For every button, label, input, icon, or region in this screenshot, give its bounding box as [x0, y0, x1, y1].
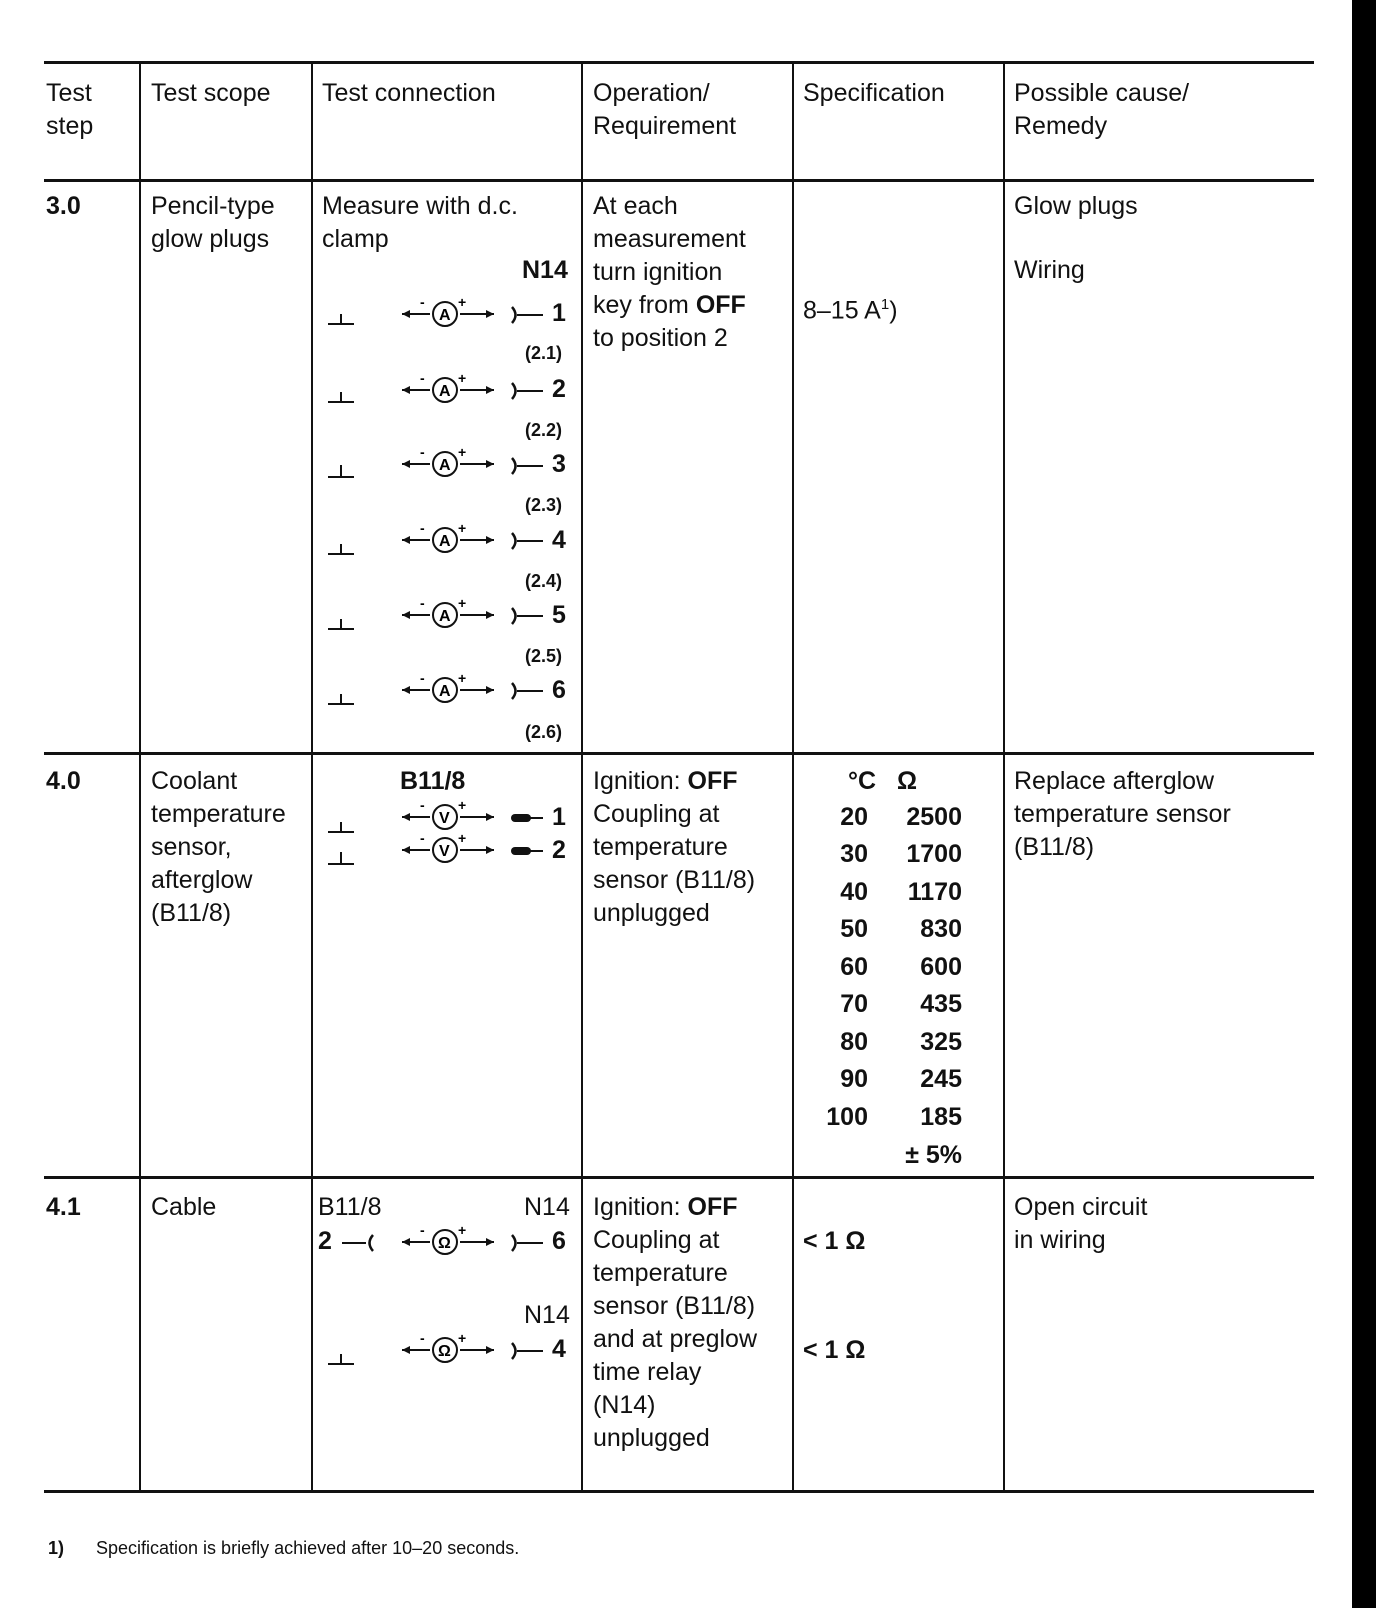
svg-text:+: +	[458, 1330, 467, 1346]
spec-temp: 60	[840, 953, 868, 981]
spec-header-ohm: Ω	[897, 767, 918, 795]
row-4-1-spec-2: < 1 Ω	[803, 1336, 866, 1364]
ground-symbol	[326, 388, 356, 404]
row-4-1-remedy: Open circuit in wiring	[1014, 1193, 1148, 1254]
socket-symbol	[509, 455, 545, 477]
col-rule-4	[792, 62, 794, 1492]
spec-resistance: 325	[920, 1028, 962, 1056]
svg-text:+: +	[458, 830, 467, 846]
ground-symbol	[326, 463, 356, 479]
row-3-0-scope: Pencil-type glow plugs	[151, 192, 275, 253]
ground-symbol	[326, 615, 356, 631]
socket-symbol	[509, 380, 545, 402]
row-3-0-step: 3.0	[46, 192, 81, 220]
row-4-0-scope: Coolant temperature sensor, afterglow (B11/8)	[151, 767, 286, 927]
svg-text:-: -	[420, 1330, 425, 1346]
row-4-1-operation: Ignition: OFF Coupling at temperature sensor (B11/8) and at preglow time relay (N14) unplugged	[593, 1193, 758, 1452]
svg-text:-: -	[420, 797, 425, 813]
row-4-0-remedy: Replace afterglow temperature sensor (B11/8)	[1014, 767, 1231, 861]
svg-text:-: -	[420, 670, 425, 686]
header-test-step: Test step	[46, 79, 94, 140]
row-3-0-bottom-rule	[44, 752, 1314, 755]
plug-symbol	[509, 843, 545, 859]
svg-text:+: +	[458, 520, 467, 536]
spec-temp: 90	[840, 1065, 868, 1093]
spec-tolerance: ± 5%	[905, 1141, 962, 1169]
meter-letter: Ω	[438, 1343, 451, 1360]
pin-number: 4	[552, 526, 566, 554]
spec-resistance: 1700	[906, 840, 962, 868]
socket-symbol	[509, 680, 545, 702]
svg-text:-: -	[420, 444, 425, 460]
ammeter-symbol	[400, 520, 496, 557]
spec-resistance: 185	[920, 1103, 962, 1131]
voltmeter-symbol	[400, 797, 496, 834]
ohmmeter-symbol	[400, 1222, 496, 1259]
header-specification: Specification	[803, 79, 945, 107]
ground-symbol	[326, 310, 356, 326]
ground-symbol	[326, 1350, 356, 1366]
svg-text:+: +	[458, 294, 467, 310]
row-3-0-specification: 8–15 $A^1$)	[803, 296, 898, 325]
pin-reference: (2.5)	[525, 646, 563, 666]
pin-number: 6	[552, 676, 566, 704]
spec-resistance: 600	[920, 953, 962, 981]
ground-symbol	[326, 690, 356, 706]
row-4-1-scope: Cable	[151, 1193, 217, 1221]
plug-symbol	[509, 810, 545, 826]
ground-symbol	[326, 818, 356, 834]
pin-number: 4	[552, 1335, 566, 1363]
pin-number: 5	[552, 601, 566, 629]
socket-symbol	[509, 1232, 545, 1254]
meter-letter: Ω	[438, 1235, 451, 1252]
pin-number: 3	[552, 450, 566, 478]
col-rule-2	[311, 62, 313, 1492]
page-edge-bar	[1352, 0, 1376, 1608]
footnote-mark: 1)	[48, 1538, 65, 1558]
voltmeter-symbol	[400, 830, 496, 867]
meter-letter: A	[439, 533, 451, 550]
pin-reference: (2.4)	[525, 571, 563, 591]
col-rule-5	[1003, 62, 1005, 1492]
ammeter-symbol	[400, 444, 496, 481]
row-4-1-connector-left: B11/8	[318, 1193, 382, 1221]
ohmmeter-symbol	[400, 1330, 496, 1367]
svg-text:-: -	[420, 595, 425, 611]
svg-text:-: -	[420, 370, 425, 386]
socket-symbol	[340, 1232, 376, 1254]
meter-letter: A	[439, 608, 451, 625]
footnote-text: Specification is briefly achieved after 10–20 seconds.	[96, 1538, 520, 1558]
row-4-1-spec-1: < 1 Ω	[803, 1227, 866, 1255]
socket-symbol	[509, 605, 545, 627]
row-4-1-connector-right-2: N14	[524, 1301, 570, 1329]
svg-text:-: -	[420, 294, 425, 310]
socket-symbol	[509, 1340, 545, 1362]
spec-resistance: 2500	[906, 803, 962, 831]
row-4-0-operation: Ignition: OFF Coupling at temperature sensor (B11/8) unplugged	[593, 767, 756, 927]
spec-temp: 40	[840, 878, 868, 906]
header-test-connection: Test connection	[322, 79, 496, 107]
svg-text:+: +	[458, 1222, 467, 1238]
footnote-ref: 1	[880, 296, 890, 313]
header-test-scope: Test scope	[151, 79, 271, 107]
meter-letter: A	[439, 457, 451, 474]
ground-symbol	[326, 540, 356, 556]
row-4-1-connector-right: N14	[524, 1193, 570, 1221]
spec-temp: 80	[840, 1028, 868, 1056]
svg-text:+: +	[458, 595, 467, 611]
meter-letter: A	[439, 383, 451, 400]
svg-text:+: +	[458, 370, 467, 386]
ammeter-symbol	[400, 670, 496, 707]
meter-letter: V	[439, 810, 450, 827]
pin-reference: (2.2)	[525, 420, 563, 440]
svg-text:+: +	[458, 797, 467, 813]
pin-number: 2	[552, 375, 566, 403]
spec-resistance: 1170	[907, 878, 962, 906]
svg-text:-: -	[420, 1222, 425, 1238]
header-operation: Operation/ Requirement	[593, 79, 737, 140]
row-4-0-connector-label: B11/8	[400, 767, 466, 795]
state-off: OFF	[687, 1193, 738, 1221]
spec-temp: 100	[826, 1103, 868, 1131]
row-4-1-step: 4.1	[46, 1193, 81, 1221]
spec-temp: 50	[840, 915, 868, 943]
spec-temp: 70	[840, 990, 868, 1018]
ammeter-symbol	[400, 370, 496, 407]
state-off: OFF	[695, 291, 746, 319]
header-bottom-rule	[44, 179, 1314, 182]
pin-reference: (2.3)	[525, 495, 563, 515]
row-4-0-step: 4.0	[46, 767, 81, 795]
meter-letter: V	[439, 843, 450, 860]
spec-header-celsius: °C	[848, 767, 877, 795]
svg-text:-: -	[420, 830, 425, 846]
table-bottom-rule	[44, 1490, 1314, 1493]
svg-text:-: -	[420, 520, 425, 536]
pin-reference: (2.6)	[525, 722, 563, 742]
meter-letter: A	[439, 683, 451, 700]
pin-number: 1	[552, 299, 566, 327]
row-3-0-connection-intro: Measure with d.c. clamp	[322, 192, 518, 253]
row-4-0-bottom-rule	[44, 1176, 1314, 1179]
row-3-0-operation: At each measurement turn ignition key from OFF to position 2	[593, 192, 746, 352]
pin-number: 2	[318, 1227, 332, 1255]
state-off: OFF	[687, 767, 738, 795]
row-3-0-remedy: Glow plugs Wiring	[1014, 192, 1138, 284]
ground-symbol	[326, 850, 356, 866]
ammeter-symbol	[400, 294, 496, 331]
pin-reference: (2.1)	[525, 343, 563, 363]
socket-symbol	[509, 304, 545, 326]
col-rule-1	[139, 62, 141, 1492]
ammeter-symbol	[400, 595, 496, 632]
pin-number: 2	[552, 836, 566, 864]
spec-resistance: 245	[920, 1065, 962, 1093]
table-top-rule	[44, 61, 1314, 64]
spec-temp: 30	[840, 840, 868, 868]
row-3-0-connector-label: N14	[522, 256, 568, 284]
svg-text:+: +	[458, 444, 467, 460]
spec-resistance: 435	[920, 990, 962, 1018]
svg-text:+: +	[458, 670, 467, 686]
header-remedy: Possible cause/ Remedy	[1014, 79, 1190, 140]
col-rule-3	[581, 62, 583, 1492]
pin-number: 1	[552, 803, 566, 831]
spec-resistance: 830	[920, 915, 962, 943]
spec-temp: 20	[840, 803, 868, 831]
meter-letter: A	[439, 307, 451, 324]
socket-symbol	[509, 530, 545, 552]
pin-number: 6	[552, 1227, 566, 1255]
